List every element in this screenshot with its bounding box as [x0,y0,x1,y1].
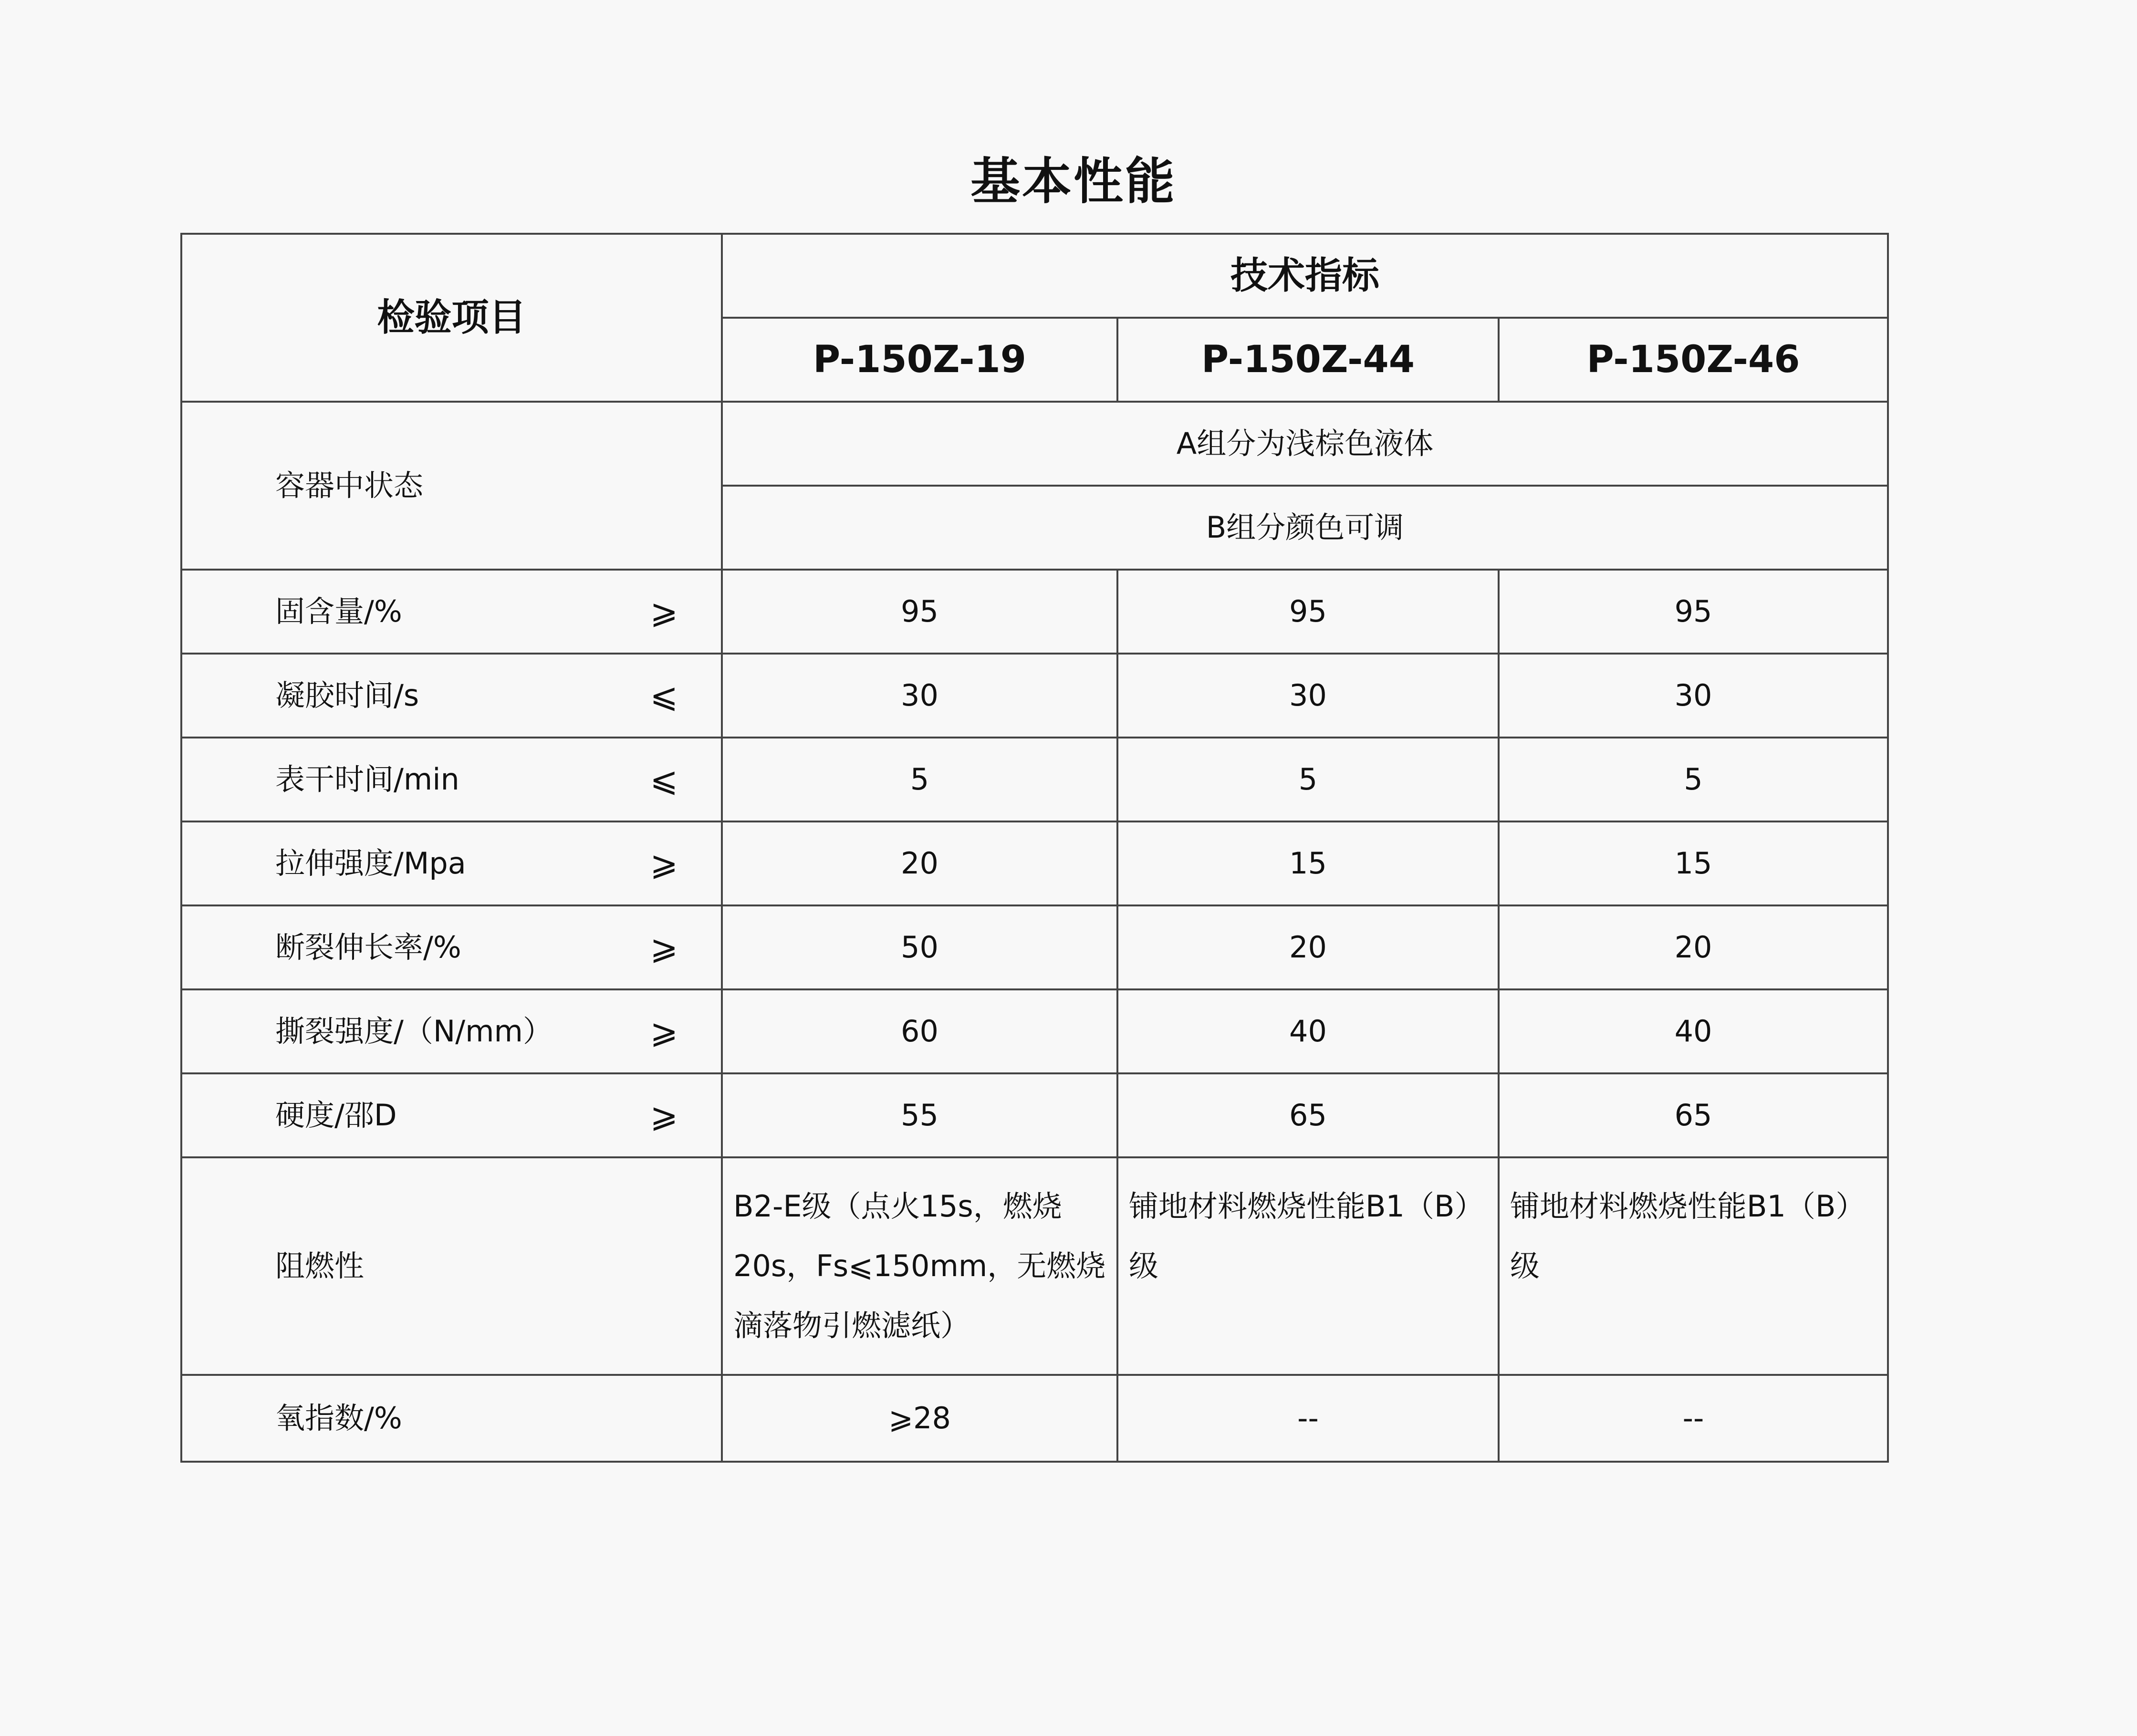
page-title: 基本性能 [970,152,1177,210]
value-cell: 55 [722,1073,1117,1157]
table-row-flame [181,1157,1888,1375]
value-cell: 30 [1117,654,1499,738]
value-cell: 95 [722,570,1117,654]
comparator-symbol: ⩾ [650,1012,678,1051]
value-cell: 5 [1499,738,1888,821]
row-label-text: 表干时间/min [275,762,459,797]
row-label-text: 固含量/% [275,594,402,629]
value-cell: -- [1499,1375,1888,1462]
row-label-cell [181,654,722,738]
comparator-symbol: ⩾ [650,928,678,967]
row-label-cell [181,1375,722,1462]
row-label-cell [181,905,722,989]
flame-value-cell: B2-E级（点火15s，燃烧20s，Fs⩽150mm，无燃烧滴落物引燃滤纸） [722,1157,1117,1375]
header-row-1 [181,234,1888,318]
comparator-symbol: ⩾ [650,592,678,631]
value-cell: ⩾28 [722,1375,1117,1462]
performance-table [180,233,1889,1463]
value-cell: 20 [1499,905,1888,989]
header-model: P-150Z-44 [1117,318,1499,402]
table-row [181,905,1888,989]
table-row [181,738,1888,821]
comparator-symbol: ⩽ [650,676,678,715]
row-label-container-state [181,402,722,570]
value-cell: 20 [1117,905,1499,989]
flame-value-cell: 铺地材料燃烧性能B1（B）级 [1499,1157,1888,1375]
header-group: 技术指标 [722,234,1888,318]
value-cell: 50 [722,905,1117,989]
table-row [181,821,1888,905]
comparator-symbol: ⩾ [650,1096,678,1135]
row-label-cell [181,989,722,1073]
comparator-symbol: ⩾ [650,844,678,883]
value-cell: 5 [722,738,1117,821]
value-cell: 30 [722,654,1117,738]
row-label-cell [181,1073,722,1157]
state-b-cell: B组分颜色可调 [722,486,1888,570]
value-cell: 15 [1117,821,1499,905]
table-row-container-state [181,402,1888,486]
value-cell: 95 [1117,570,1499,654]
value-cell: 60 [722,989,1117,1073]
value-cell: 95 [1499,570,1888,654]
table-row [181,570,1888,654]
header-model: P-150Z-19 [722,318,1117,402]
table-row-oxygen [181,1375,1888,1462]
row-label-text: 拉伸强度/Mpa [275,846,466,881]
value-cell: 40 [1117,989,1499,1073]
row-label-text: 阻燃性 [275,1248,365,1283]
row-label-text: 硬度/邵D [275,1098,397,1133]
value-cell: 15 [1499,821,1888,905]
header-item: 检验项目 [181,234,722,402]
header-model: P-150Z-46 [1499,318,1888,402]
table-row [181,1073,1888,1157]
value-cell: 5 [1117,738,1499,821]
row-label-text: 凝胶时间/s [275,678,419,713]
flame-value-cell: 铺地材料燃烧性能B1（B）级 [1117,1157,1499,1375]
state-a-cell: A组分为浅棕色液体 [722,402,1888,486]
value-cell: 20 [722,821,1117,905]
row-label-text: 氧指数/% [275,1401,402,1435]
table-row [181,654,1888,738]
comparator-symbol: ⩽ [650,760,678,799]
value-cell: 30 [1499,654,1888,738]
row-label-text: 断裂伸长率/% [275,930,461,965]
value-cell: 65 [1499,1073,1888,1157]
table-row [181,989,1888,1073]
row-label-text: 容器中状态 [275,468,424,503]
row-label-cell [181,821,722,905]
value-cell: -- [1117,1375,1499,1462]
row-label-text: 撕裂强度/（N/mm） [275,1014,552,1049]
row-label-cell [181,1157,722,1375]
value-cell: 40 [1499,989,1888,1073]
row-label-cell [181,738,722,821]
row-label-cell [181,570,722,654]
value-cell: 65 [1117,1073,1499,1157]
